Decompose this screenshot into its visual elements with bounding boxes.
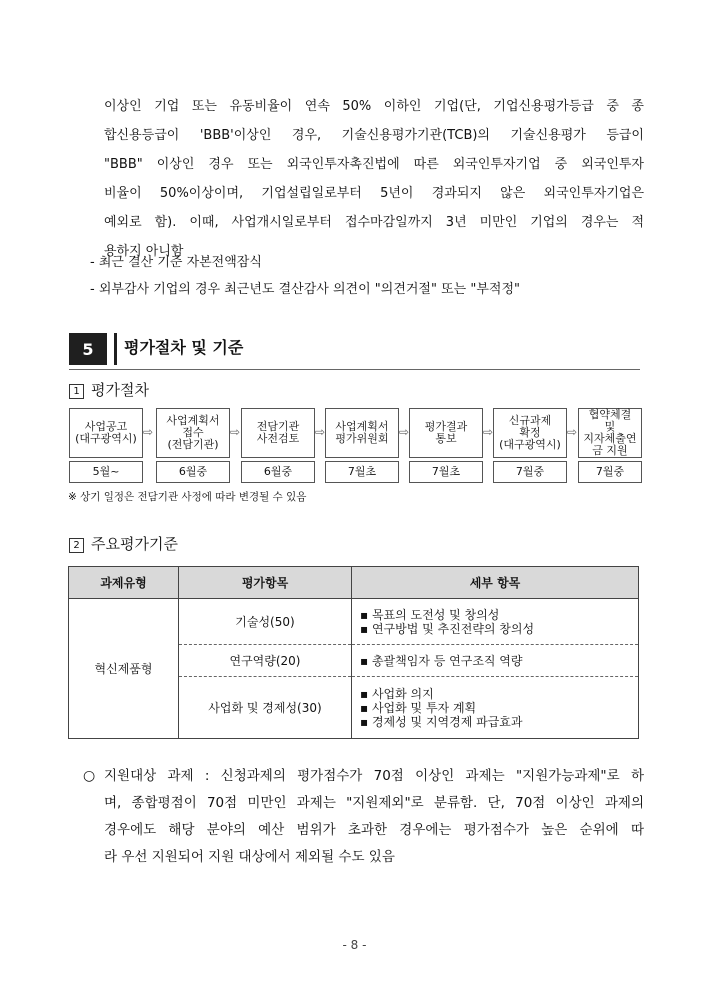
intro-line: 비율이 50%이상이며, 기업설립일로부터 5년이 경과되지 않은 외국인투자기업은 [104, 186, 644, 201]
detail-item: ▪ 사업화 의지 [360, 686, 434, 701]
arrow-right-icon: ⇨ [567, 425, 578, 439]
subsection-number-box: 1 [69, 384, 84, 399]
procedure-title: 평가절차 [91, 381, 149, 399]
schedule-note: ※ 상기 일정은 전담기관 사정에 따라 변경될 수 있음 [68, 491, 307, 503]
procedure-step-date: 7월중 [578, 461, 642, 483]
procedure-step: 사업공고 (대구광역시) [69, 408, 143, 458]
intro-line: 합신용등급이 'BBB'이상인 경우, 기술신용평가기관(TCB)의 기술신용평가 등급이 [104, 128, 644, 143]
procedure-step: 전담기관 사전검토 [241, 408, 315, 458]
arrow-right-icon: ⇨ [143, 425, 154, 439]
detail-cell [352, 677, 639, 739]
procedure-step-date: 6월중 [241, 461, 315, 483]
support-line: 경우에도 해당 분야의 예산 범위가 초과한 경우에는 평가점수가 높은 순위에 따 [104, 822, 644, 838]
support-line: 며, 종합평점이 70점 미만인 과제는 "지원제외"로 분류함. 단, 70점 이상인 과제의 [104, 795, 644, 811]
subsection-number-box: 2 [69, 538, 84, 553]
section-title: 평가절차 및 기준 [124, 338, 244, 357]
intro-line: 예외로 함). 이때, 사업개시일로부터 접수마감일까지 3년 미만인 기업의 경우는 적 [104, 215, 644, 230]
intro-line: "BBB" 이상인 경우 또는 외국인투자촉진법에 따른 외국인투자기업 중 외국인투자 [104, 157, 644, 172]
intro-bullet: - 외부감사 기업의 경우 최근년도 결산감사 의견이 "의견거절" 또는 "부적정" [90, 282, 520, 297]
procedure-step: 협약체결 및 지자체출연 금 지원 [578, 408, 642, 458]
project-type-cell: 혁신제품형 [69, 599, 179, 739]
intro-bullet: - 최근 결산 기준 자본전액잠식 [90, 255, 262, 270]
page-number: - 8 - [342, 938, 367, 952]
intro-line: 이상인 기업 또는 유동비율이 연속 50% 이하인 기업(단, 기업신용평가등급 중 종 [104, 99, 644, 114]
arrow-right-icon: ⇨ [483, 425, 494, 439]
section-rule [69, 369, 640, 370]
procedure-step-date: 7월중 [493, 461, 567, 483]
support-line: 지원대상 과제 : 신청과제의 평가점수가 70점 이상인 과제는 "지원가능과제"로 하 [104, 768, 644, 784]
detail-item: ▪ 연구방법 및 추진전략의 창의성 [360, 621, 535, 636]
detail-item: ▪ 사업화 및 투자 계획 [360, 700, 477, 715]
arrow-right-icon: ⇨ [399, 425, 410, 439]
table-header: 평가항목 [179, 567, 352, 599]
evaluation-item-cell: 사업화 및 경제성(30) [179, 677, 352, 739]
detail-item: ▪ 총괄책임자 등 연구조직 역량 [360, 653, 523, 668]
table-row [69, 599, 639, 645]
detail-item: ▪ 목표의 도전성 및 창의성 [360, 607, 500, 622]
criteria-title: 주요평가기준 [91, 535, 178, 553]
procedure-step: 평가결과 통보 [409, 408, 483, 458]
procedure-step-date: 7월초 [325, 461, 399, 483]
procedure-step: 사업계획서 평가위원회 [325, 408, 399, 458]
support-line: 라 우선 지원되어 지원 대상에서 제외될 수도 있음 [104, 849, 395, 865]
procedure-step: 사업계획서 접수 (전담기관) [156, 408, 230, 458]
evaluation-item-cell: 기술성(50) [179, 599, 352, 645]
detail-cell [352, 599, 639, 645]
detail-item: ▪ 경제성 및 지역경제 파급효과 [360, 714, 523, 729]
table-header: 과제유형 [69, 567, 179, 599]
intro-line: 용하지 아니함 [104, 244, 184, 259]
criteria-table [68, 566, 639, 739]
arrow-right-icon: ⇨ [315, 425, 326, 439]
detail-cell [352, 645, 639, 677]
section-number: 5 [69, 333, 107, 365]
evaluation-item-cell: 연구역량(20) [179, 645, 352, 677]
procedure-step: 신규과제 확정 (대구광역시) [493, 408, 567, 458]
section-divider [114, 333, 117, 365]
table-header: 세부 항목 [352, 567, 639, 599]
arrow-right-icon: ⇨ [230, 425, 241, 439]
procedure-step-date: 7월초 [409, 461, 483, 483]
procedure-step-date: 5월~ [69, 461, 143, 483]
procedure-step-date: 6월중 [156, 461, 230, 483]
circle-bullet-icon: ○ [83, 768, 96, 784]
